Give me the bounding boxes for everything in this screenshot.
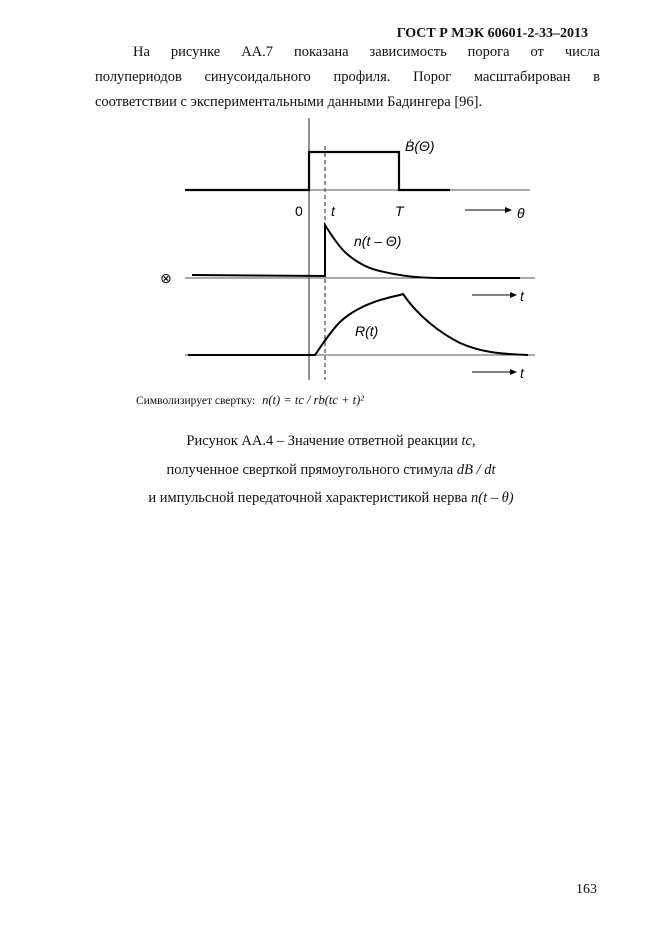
middle-t-arrowhead: [510, 292, 517, 298]
document-code-header: ГОСТ Р МЭК 60601-2-33–2013: [396, 26, 588, 41]
caption-line1-suffix: ,: [471, 433, 476, 449]
caption-line2-text: полученное сверткой прямоугольного стимула: [166, 462, 454, 478]
caption-line1-text: Рисунок АА.4 – Значение ответной реакции: [186, 433, 458, 449]
theta-axis-label: θ: [517, 205, 525, 221]
convolution-note: [136, 393, 364, 408]
response-curve-label: R(t): [355, 323, 379, 339]
convolution-symbol: ⊗: [160, 270, 172, 286]
convolution-formula: n(t) = tc / rb(tc + t)²: [262, 393, 364, 407]
bottom-t-axis-label: t: [520, 365, 524, 381]
bottom-t-arrowhead: [510, 369, 517, 375]
caption-line3-text: и импульсной передаточной характеристикой нерва: [148, 490, 468, 506]
figure-caption-line-1: [0, 433, 662, 450]
caption-line3-math: n(t – θ): [471, 490, 514, 506]
stimulus-curve-label: Ḃ(Θ): [405, 138, 435, 154]
page-number: 163: [576, 882, 597, 897]
convolution-figure: [150, 118, 550, 388]
convolution-note-prefix: Символизирует свертку:: [136, 395, 256, 407]
impulse-response-label: n(t – Θ): [354, 233, 402, 249]
tick-label-zero: 0: [295, 203, 303, 219]
caption-line1-math: tc: [461, 433, 472, 449]
stimulus-pulse-curve: [185, 152, 450, 190]
figure-caption-line-2: [0, 462, 662, 479]
body-text-line-1: На рисунке АА.7 показана зависимость порога от числа: [133, 44, 600, 60]
caption-line2-math: dB / dt: [456, 462, 496, 478]
theta-arrowhead: [505, 207, 512, 213]
tick-label-t: t: [331, 203, 335, 219]
body-text-line-2: полупериодов синусоидального профиля. Порог масштабирован в: [95, 69, 600, 85]
figure-caption-line-3: [0, 490, 662, 507]
middle-t-axis-label: t: [520, 288, 524, 304]
tick-label-T: T: [395, 203, 404, 219]
body-text-line-3: соответствии с экспериментальными данными Бадингера [96].: [95, 94, 483, 110]
